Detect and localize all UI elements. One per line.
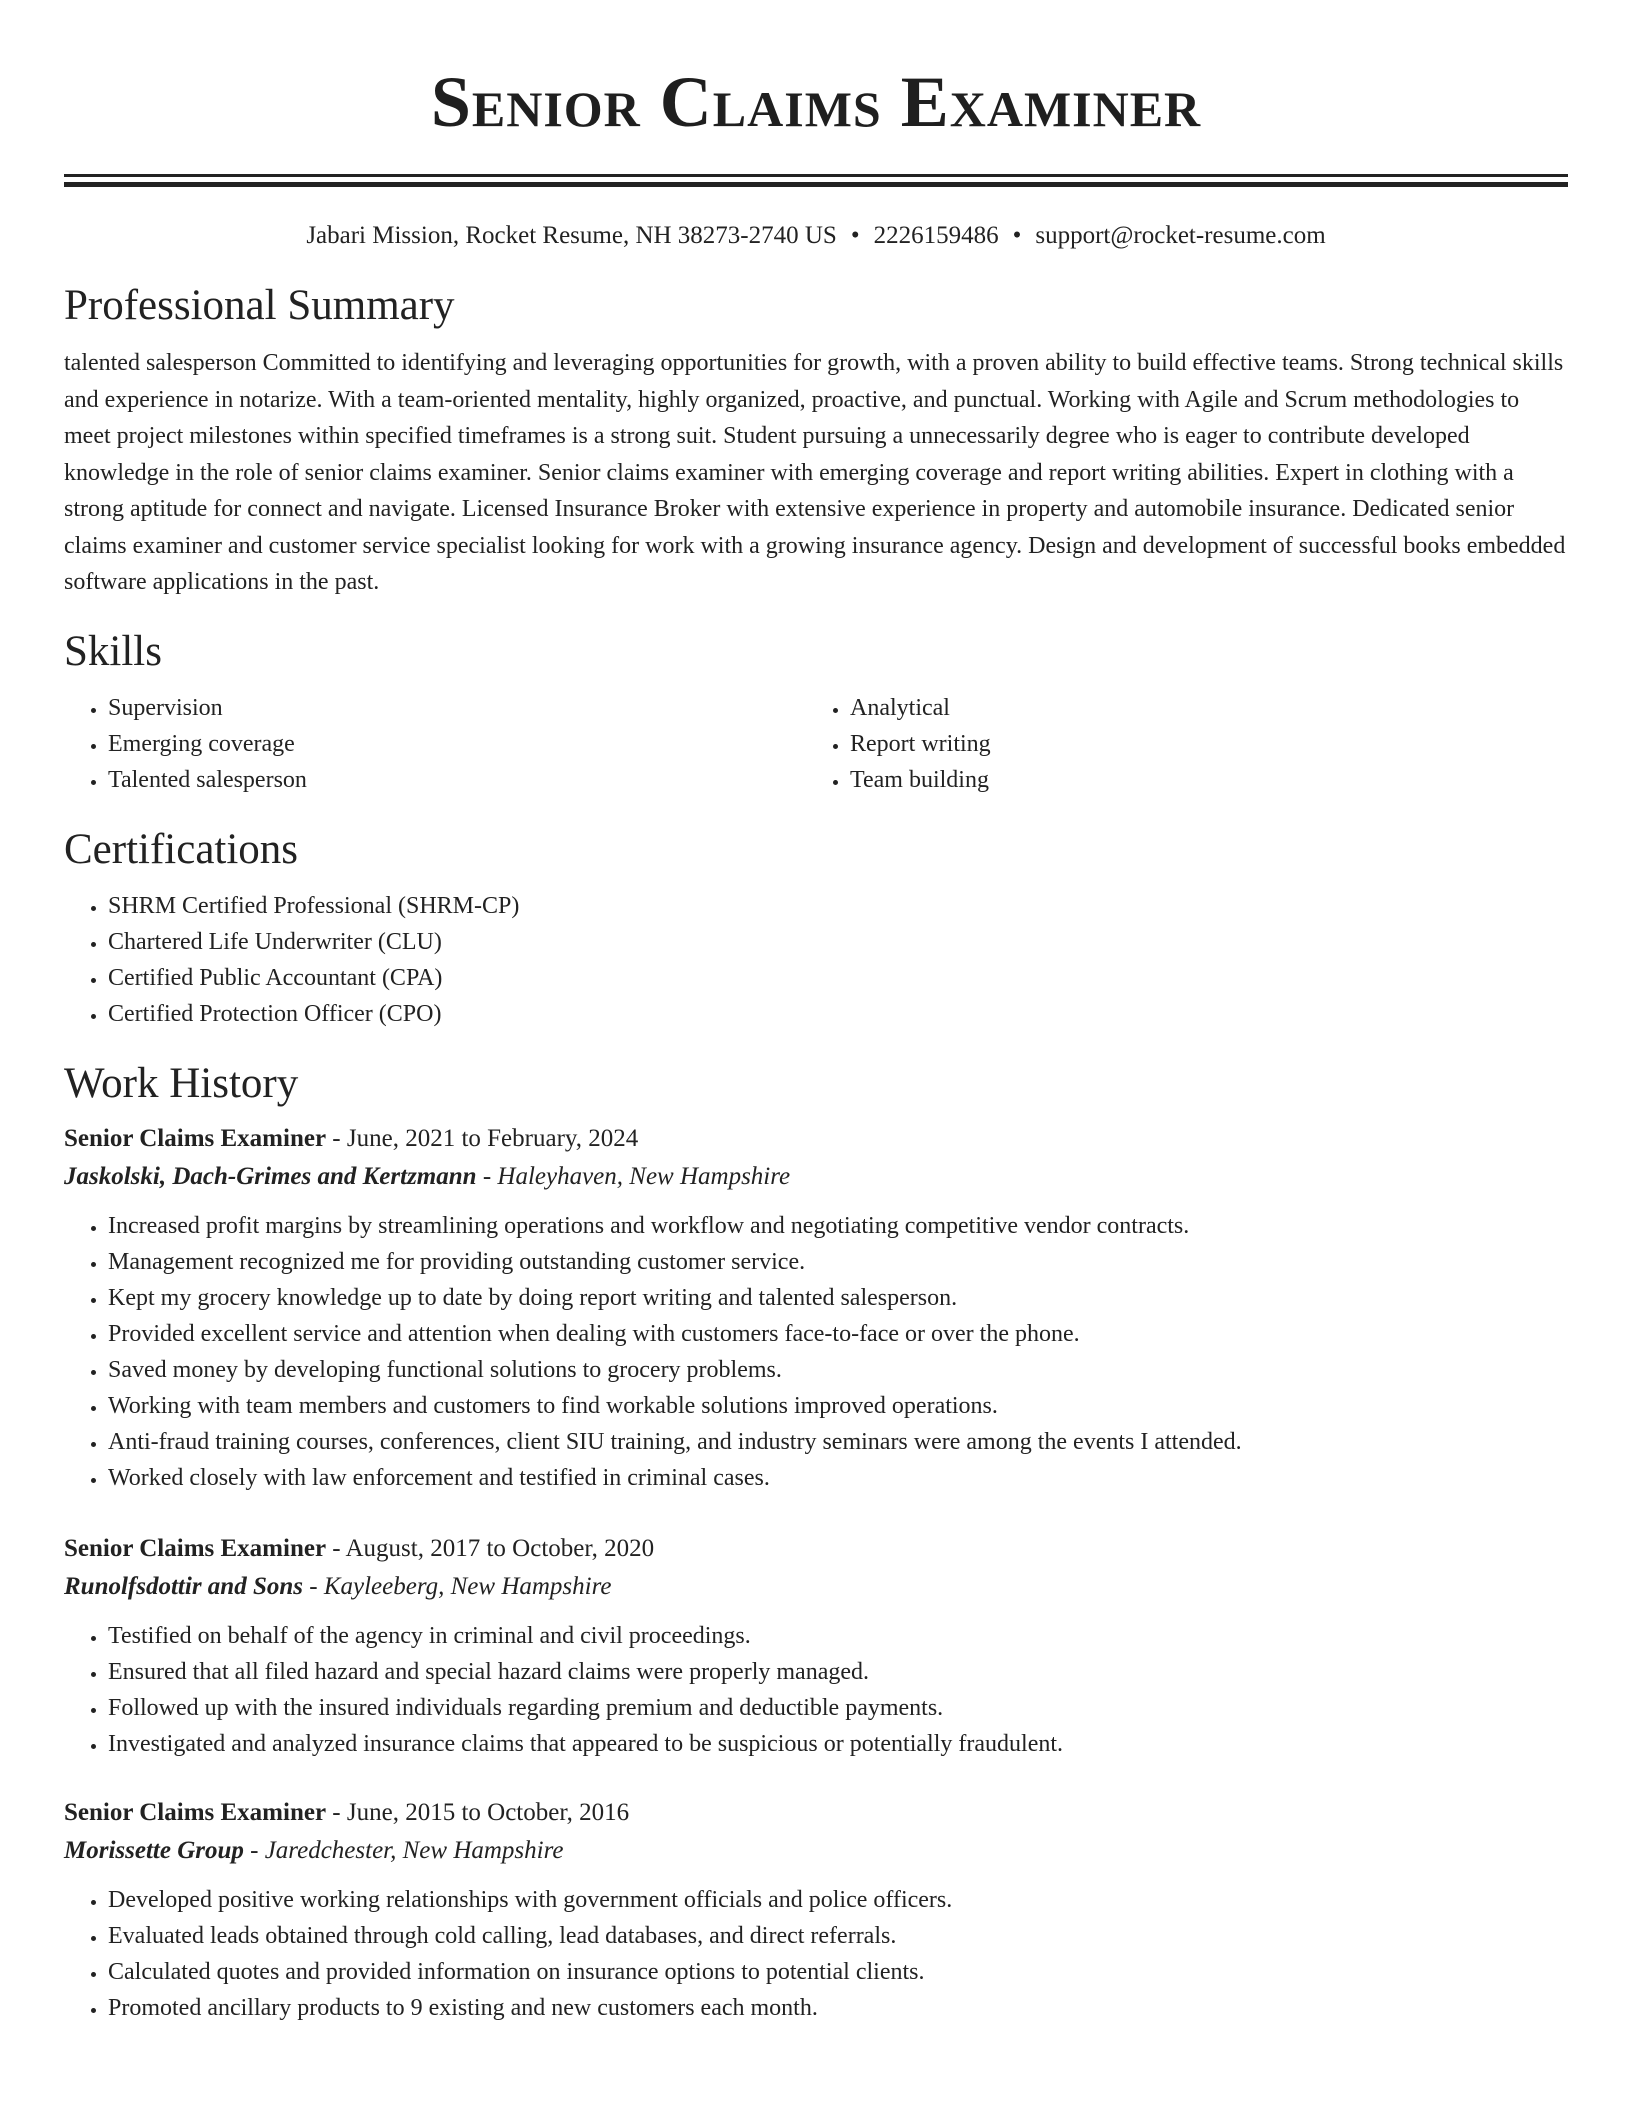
- job-bullet: • Investigated and analyzed insurance claims that appeared to be suspicious or potentially fraudulent.: [108, 1726, 1568, 1762]
- certification-item: • Chartered Life Underwriter (CLU): [108, 924, 1568, 960]
- job-company-line: [64, 1832, 1568, 1870]
- section-heading-certifications: Certifications: [64, 825, 299, 873]
- contact-email: support@rocket-resume.com: [1035, 222, 1326, 249]
- certification-item: • Certified Protection Officer (CPO): [108, 996, 1568, 1032]
- job-location: - Kayleeberg, New Hampshire: [303, 1572, 612, 1600]
- job-role: Senior Claims Examiner: [64, 1534, 327, 1562]
- skill-item: • Emerging coverage: [108, 726, 806, 762]
- job-entry: [64, 1794, 1568, 2026]
- section-heading-summary: Professional Summary: [64, 282, 455, 329]
- job-title-line: [64, 1530, 1568, 1568]
- job-company: Jaskolski, Dach-Grimes and Kertzmann: [64, 1162, 477, 1190]
- contact-separator: •: [850, 222, 860, 249]
- job-dates: - August, 2017 to October, 2020: [326, 1534, 655, 1562]
- job-location: - Haleyhaven, New Hampshire: [476, 1162, 791, 1190]
- job-bullet: • Ensured that all filed hazard and special hazard claims were properly managed.: [108, 1654, 1568, 1690]
- job-title-line: [64, 1120, 1568, 1158]
- job-bullet: • Developed positive working relationships with government officials and police officers.: [108, 1882, 1568, 1918]
- contact-separator: •: [1012, 222, 1022, 249]
- section-heading-skills: Skills: [64, 627, 162, 675]
- contact-phone: 2226159486: [873, 222, 999, 249]
- certification-item: • SHRM Certified Professional (SHRM-CP): [108, 888, 1568, 924]
- job-bullet: • Promoted ancillary products to 9 existing and new customers each month.: [108, 1990, 1568, 2026]
- job-bullet: • Management recognized me for providing outstanding customer service.: [108, 1244, 1568, 1280]
- title-divider-thick: [64, 182, 1568, 187]
- summary-section: [64, 280, 1568, 601]
- job-bullets: [64, 1882, 1568, 2026]
- job-dates: - June, 2021 to February, 2024: [326, 1124, 639, 1152]
- job-entry: [64, 1120, 1568, 1496]
- job-company: Runolfsdottir and Sons: [64, 1572, 303, 1600]
- job-bullet: • Kept my grocery knowledge up to date by doing report writing and talented salesperson.: [108, 1280, 1568, 1316]
- job-role: Senior Claims Examiner: [64, 1798, 327, 1826]
- skill-item: • Supervision: [108, 690, 806, 726]
- skills-column-left: [64, 690, 806, 798]
- work-history-section: [64, 1058, 1568, 2026]
- skills-column-right: [806, 690, 1548, 798]
- job-bullet: • Worked closely with law enforcement and testified in criminal cases.: [108, 1460, 1568, 1496]
- job-bullet: • Increased profit margins by streamlining operations and workflow and negotiating competitive vendor contracts.: [108, 1208, 1568, 1244]
- contact-line: [64, 220, 1568, 252]
- title-divider-thin: [64, 174, 1568, 177]
- job-company-line: [64, 1568, 1568, 1606]
- skills-section: [64, 626, 1568, 798]
- job-bullet: • Provided excellent service and attention when dealing with customers face-to-face or over the phone.: [108, 1316, 1568, 1352]
- contact-address: Jabari Mission, Rocket Resume, NH 38273-2740 US: [306, 222, 837, 249]
- skill-item: • Talented salesperson: [108, 762, 806, 798]
- job-location: - Jaredchester, New Hampshire: [243, 1836, 564, 1864]
- job-bullets: [64, 1618, 1568, 1762]
- job-dates: - June, 2015 to October, 2016: [326, 1798, 630, 1826]
- resume-title: Senior Claims Examiner: [430, 62, 1202, 142]
- skill-item: • Team building: [850, 762, 1548, 798]
- job-company-line: [64, 1158, 1568, 1196]
- section-heading-work-history: Work History: [64, 1059, 299, 1107]
- job-role: Senior Claims Examiner: [64, 1124, 327, 1152]
- job-entry: [64, 1530, 1568, 1762]
- job-bullet: • Working with team members and customers to find workable solutions improved operations.: [108, 1388, 1568, 1424]
- summary-text: talented salesperson Committed to identifying and leveraging opportunities for growth, with a proven ability to build effective teams. Strong technical skills and experience in notarize. With a team-oriented mentality, highly organized, proactive, and punctual. Working with Agile and Scrum methodologies to meet project milestones within specified timeframes is a strong suit. Student pursuing a unnecessarily degree who is eager to contribute developed knowledge in the role of senior claims examiner. Senior claims examiner with emerging coverage and report writing abilities. Expert in clothing with a strong aptitude for connect and navigate. Licensed Insurance Broker with extensive experience in property and automobile insurance. Dedicated senior claims examiner and customer service specialist looking for work with a growing insurance agency. Design and development of successful books embedded software applications in the past.: [64, 350, 1566, 595]
- job-bullet: • Evaluated leads obtained through cold calling, lead databases, and direct referrals.: [108, 1918, 1568, 1954]
- job-bullets: [64, 1208, 1568, 1496]
- resume-page: [64, 0, 1568, 2026]
- job-company: Morissette Group: [64, 1836, 244, 1864]
- certification-item: • Certified Public Accountant (CPA): [108, 960, 1568, 996]
- skills-columns: [64, 690, 1568, 798]
- job-bullet: • Saved money by developing functional solutions to grocery problems.: [108, 1352, 1568, 1388]
- job-title-line: [64, 1794, 1568, 1832]
- job-bullet: • Calculated quotes and provided information on insurance options to potential clients.: [108, 1954, 1568, 1990]
- skill-item: • Report writing: [850, 726, 1548, 762]
- job-bullet: • Anti-fraud training courses, conferences, client SIU training, and industry seminars were among the events I attended.: [108, 1424, 1568, 1460]
- job-bullet: • Followed up with the insured individuals regarding premium and deductible payments.: [108, 1690, 1568, 1726]
- certifications-section: [64, 824, 1568, 1032]
- skill-item: • Analytical: [850, 690, 1548, 726]
- job-bullet: • Testified on behalf of the agency in criminal and civil proceedings.: [108, 1618, 1568, 1654]
